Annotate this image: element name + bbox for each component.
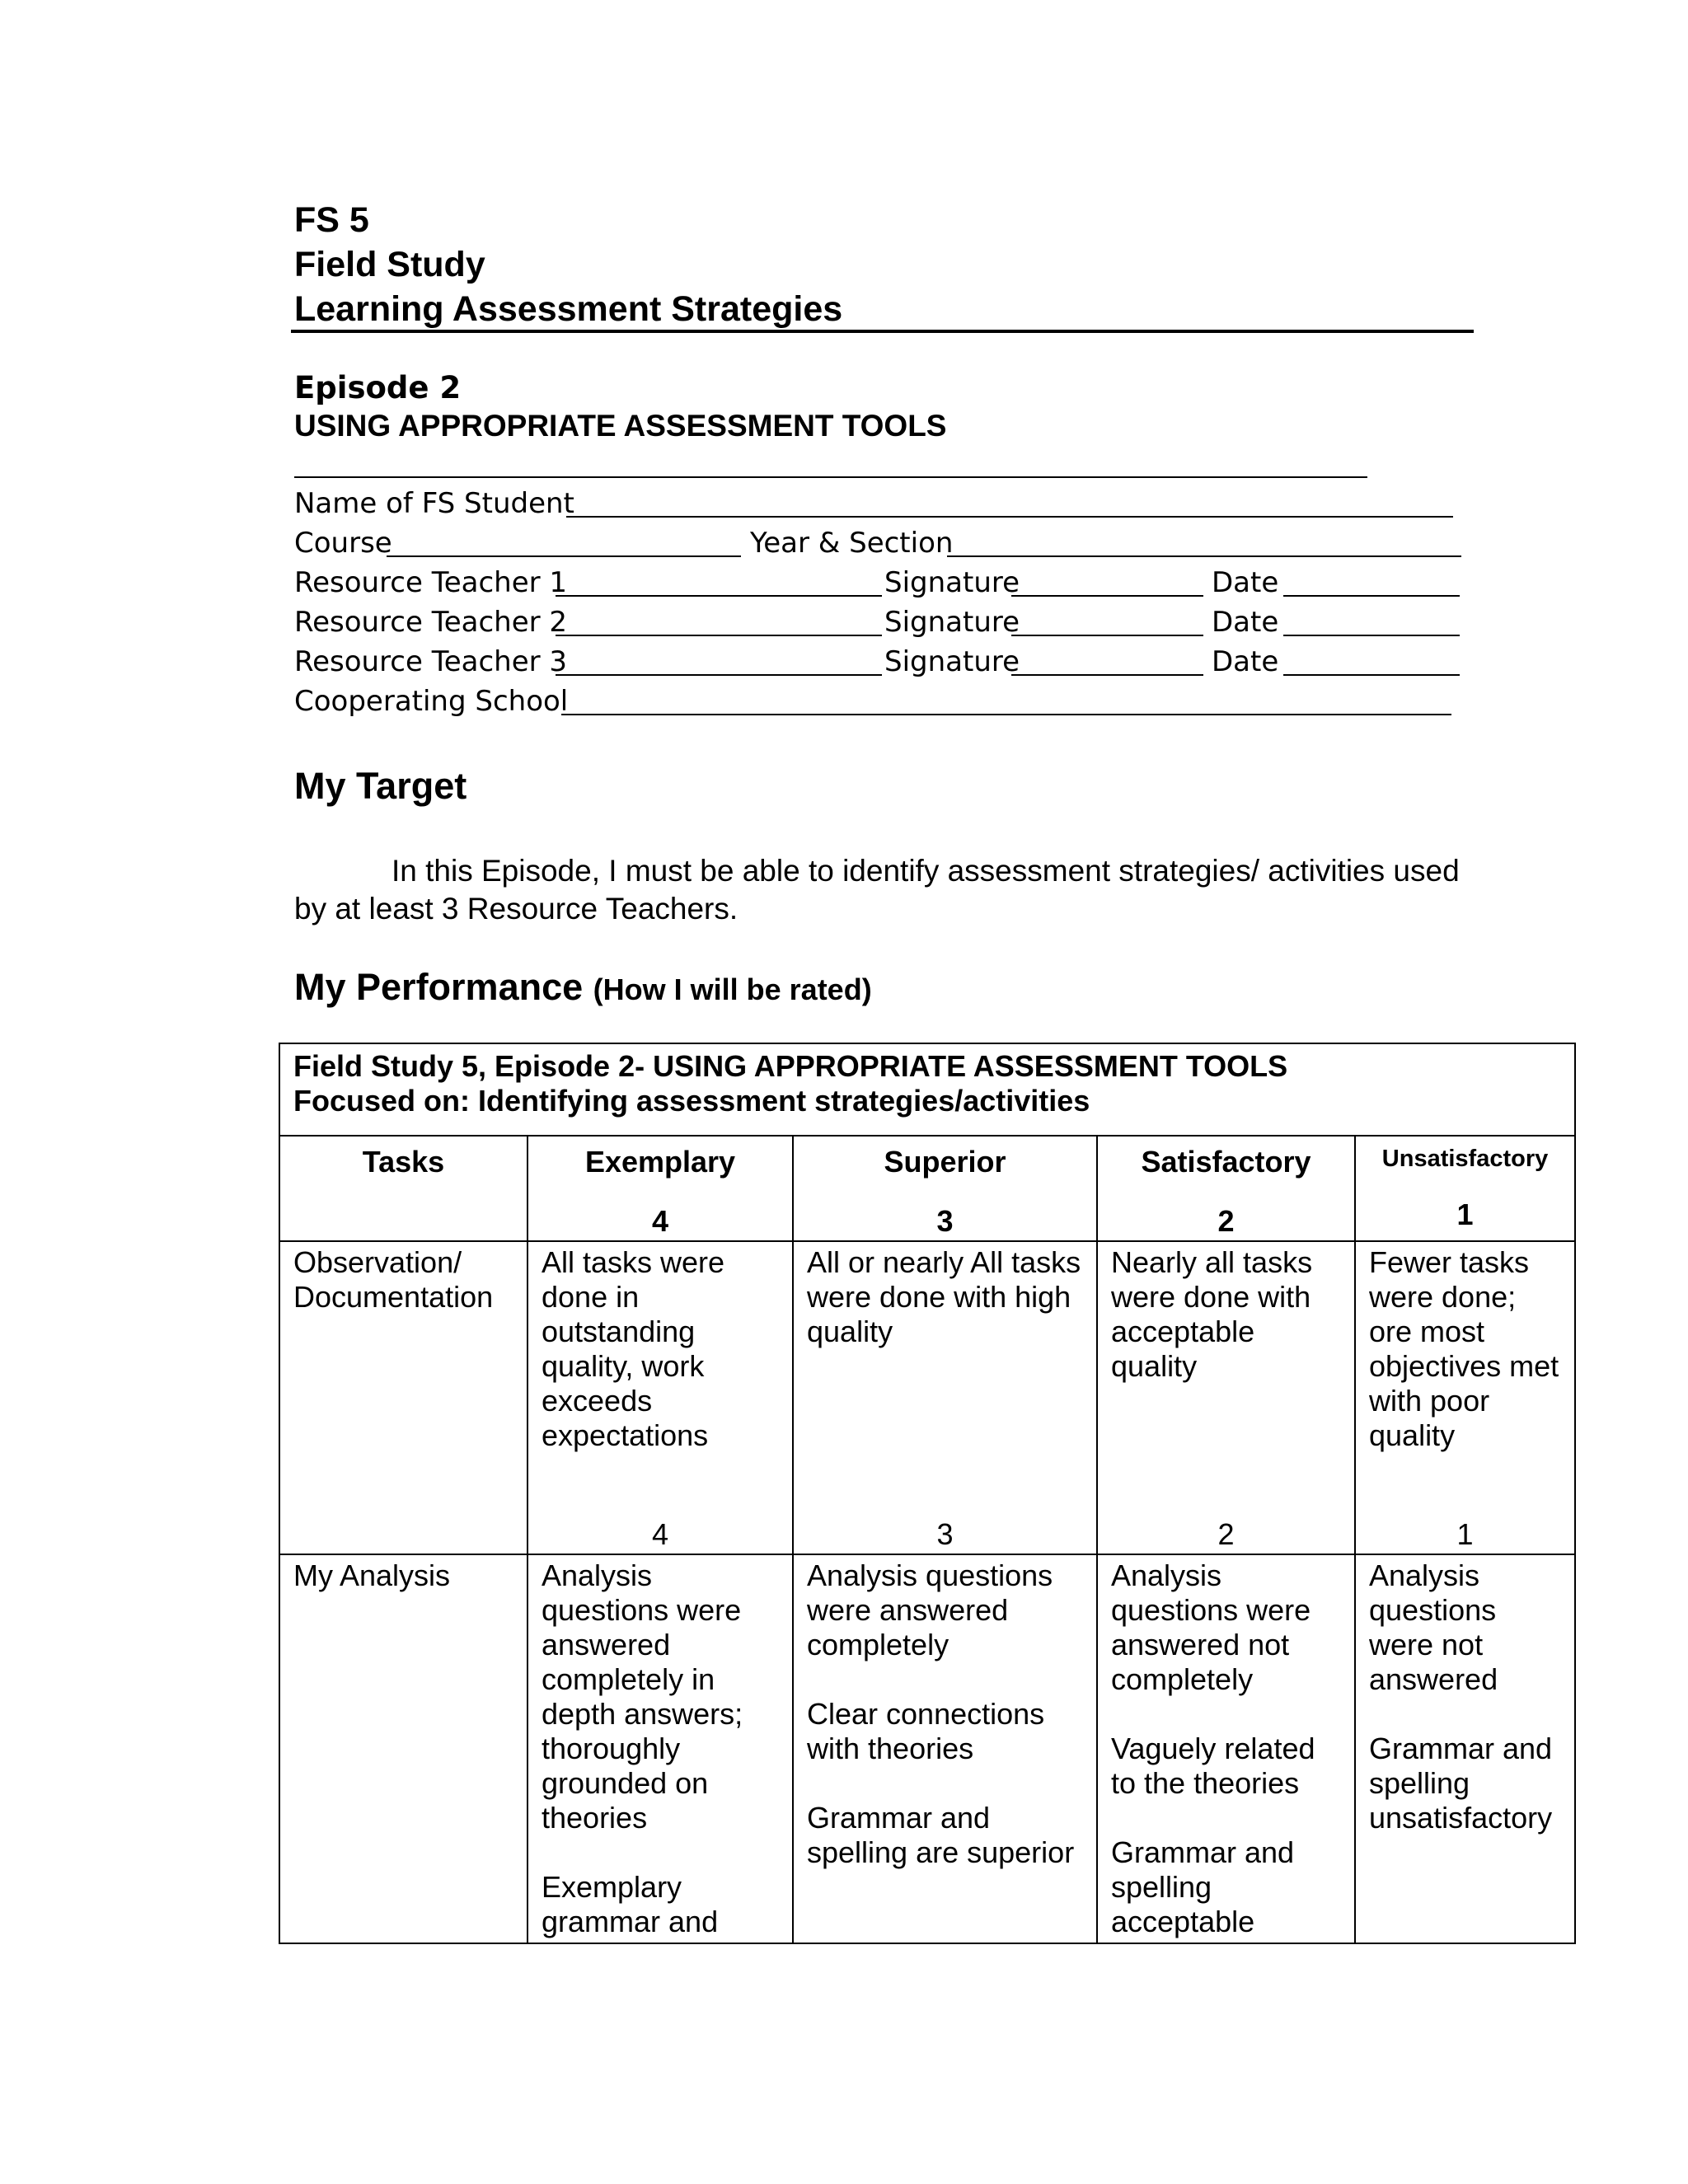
course-name: Field Study: [294, 245, 485, 284]
teacher2-date-label: Date: [1212, 606, 1279, 639]
criteria-text: All or nearly All tasks were done with high quality: [807, 1245, 1081, 1348]
criteria-text: Grammar and spelling unsatisfactory: [1369, 1732, 1553, 1835]
rubric-row-analysis: [279, 1554, 1575, 1943]
teacher1-line: [294, 564, 1465, 602]
column-label: Superior: [884, 1145, 1006, 1179]
task-label: Observation/ Documentation: [293, 1245, 494, 1314]
column-label: Unsatisfactory: [1381, 1146, 1549, 1172]
teacher2-date-field[interactable]: [1283, 635, 1460, 636]
column-label: Exemplary: [584, 1145, 736, 1179]
performance-heading: [294, 964, 872, 1013]
column-score: 1: [1456, 1197, 1474, 1231]
course-subtitle: Learning Assessment Strategies: [294, 289, 843, 329]
column-score: 2: [1217, 1204, 1235, 1238]
satisfactory-cell: [1097, 1554, 1355, 1943]
performance-title: My Performance: [294, 966, 584, 1008]
school-label: Cooperating School: [294, 685, 569, 718]
column-header-unsatisfactory: [1355, 1136, 1575, 1241]
teacher3-signature-label: Signature: [884, 645, 1020, 678]
target-heading: My Target: [294, 765, 467, 807]
criteria-score: 4: [651, 1517, 669, 1551]
course-field[interactable]: [387, 555, 741, 557]
teacher1-date-field[interactable]: [1283, 595, 1460, 597]
episode-number: Episode 2: [294, 370, 462, 405]
episode-divider: [294, 476, 1367, 478]
column-label: Tasks: [362, 1145, 445, 1179]
rubric-header-row: [279, 1136, 1575, 1241]
teacher2-field[interactable]: [556, 635, 882, 636]
student-name-label: Name of FS Student: [294, 487, 574, 520]
student-name-line: [294, 485, 1456, 523]
teacher1-signature-field[interactable]: [1011, 595, 1203, 597]
teacher1-field[interactable]: [556, 595, 882, 597]
column-score: 3: [936, 1204, 954, 1238]
rubric-caption-line1: Field Study 5, Episode 2- USING APPROPRIATE ASSESSMENT TOOLS: [293, 1049, 1288, 1083]
school-line: [294, 682, 1456, 720]
teacher2-line: [294, 603, 1465, 641]
criteria-text: All tasks were done in outstanding quality, work exceeds expectations: [542, 1245, 725, 1452]
target-text-content: In this Episode, I must be able to identify assessment strategies/ activities used by at least 3 Resource Teachers.: [294, 854, 1460, 926]
teacher3-line: [294, 643, 1465, 681]
criteria-text: Grammar and spelling acceptable: [1111, 1835, 1295, 1938]
criteria-text: Grammar and spelling are superior: [807, 1801, 1075, 1869]
student-name-field[interactable]: [566, 516, 1453, 518]
episode-title: USING APPROPRIATE ASSESSMENT TOOLS: [294, 409, 947, 443]
criteria-text: Analysis questions were not answered: [1369, 1558, 1498, 1696]
header-divider: [291, 330, 1474, 333]
column-score: 4: [651, 1204, 669, 1238]
teacher3-date-label: Date: [1212, 645, 1279, 678]
performance-subtitle: (How I will be rated): [593, 972, 872, 1006]
criteria-score: 3: [936, 1517, 954, 1551]
criteria-text: Analysis questions were answered not completely: [1111, 1558, 1311, 1696]
criteria-text: Exemplary grammar and: [542, 1870, 719, 1938]
teacher1-signature-label: Signature: [884, 566, 1020, 599]
teacher1-date-label: Date: [1212, 566, 1279, 599]
rubric-caption-row: [279, 1043, 1575, 1136]
rubric-table: [279, 1043, 1576, 1944]
document-header: [294, 198, 1473, 331]
criteria-text: Analysis questions were answered completely: [807, 1558, 1053, 1661]
column-header-satisfactory: [1097, 1136, 1355, 1241]
target-text: [294, 852, 1465, 928]
teacher3-label: Resource Teacher 3: [294, 645, 568, 678]
teacher3-date-field[interactable]: [1283, 674, 1460, 676]
teacher2-signature-field[interactable]: [1011, 635, 1203, 636]
course-line: [294, 524, 1465, 562]
rubric-caption-line2: Focused on: Identifying assessment strategies/activities: [293, 1084, 1090, 1118]
unsatisfactory-cell: [1355, 1241, 1575, 1554]
teacher3-signature-field[interactable]: [1011, 674, 1203, 676]
exemplary-cell: [528, 1241, 793, 1554]
task-cell: [279, 1241, 528, 1554]
year-section-label: Year & Section: [750, 527, 954, 560]
teacher1-label: Resource Teacher 1: [294, 566, 568, 599]
column-label: Satisfactory: [1141, 1145, 1311, 1179]
criteria-text: Fewer tasks were done; ore most objectives met with poor quality: [1369, 1245, 1559, 1452]
year-section-field[interactable]: [947, 555, 1461, 557]
exemplary-cell: [528, 1554, 793, 1943]
criteria-text: Nearly all tasks were done with acceptable quality: [1111, 1245, 1313, 1383]
criteria-score: 2: [1217, 1517, 1235, 1551]
course-code: FS 5: [294, 200, 369, 240]
school-field[interactable]: [561, 714, 1451, 715]
teacher3-field[interactable]: [556, 674, 882, 676]
satisfactory-cell: [1097, 1241, 1355, 1554]
rubric-row-observation: [279, 1241, 1575, 1554]
unsatisfactory-cell: [1355, 1554, 1575, 1943]
course-label: Course: [294, 527, 392, 560]
column-header-exemplary: [528, 1136, 793, 1241]
criteria-score: 1: [1456, 1517, 1474, 1551]
column-header-tasks: [279, 1136, 528, 1241]
criteria-text: Analysis questions were answered completely in depth answers; thoroughly grounded on theories: [542, 1558, 743, 1835]
rubric-caption: [279, 1043, 1575, 1136]
criteria-text: Clear connections with theories: [807, 1697, 1045, 1765]
task-label: My Analysis: [293, 1558, 451, 1592]
superior-cell: [793, 1241, 1097, 1554]
task-cell: [279, 1554, 528, 1943]
criteria-text: Vaguely related to the theories: [1111, 1732, 1315, 1800]
teacher2-signature-label: Signature: [884, 606, 1020, 639]
column-header-superior: [793, 1136, 1097, 1241]
teacher2-label: Resource Teacher 2: [294, 606, 568, 639]
superior-cell: [793, 1554, 1097, 1943]
